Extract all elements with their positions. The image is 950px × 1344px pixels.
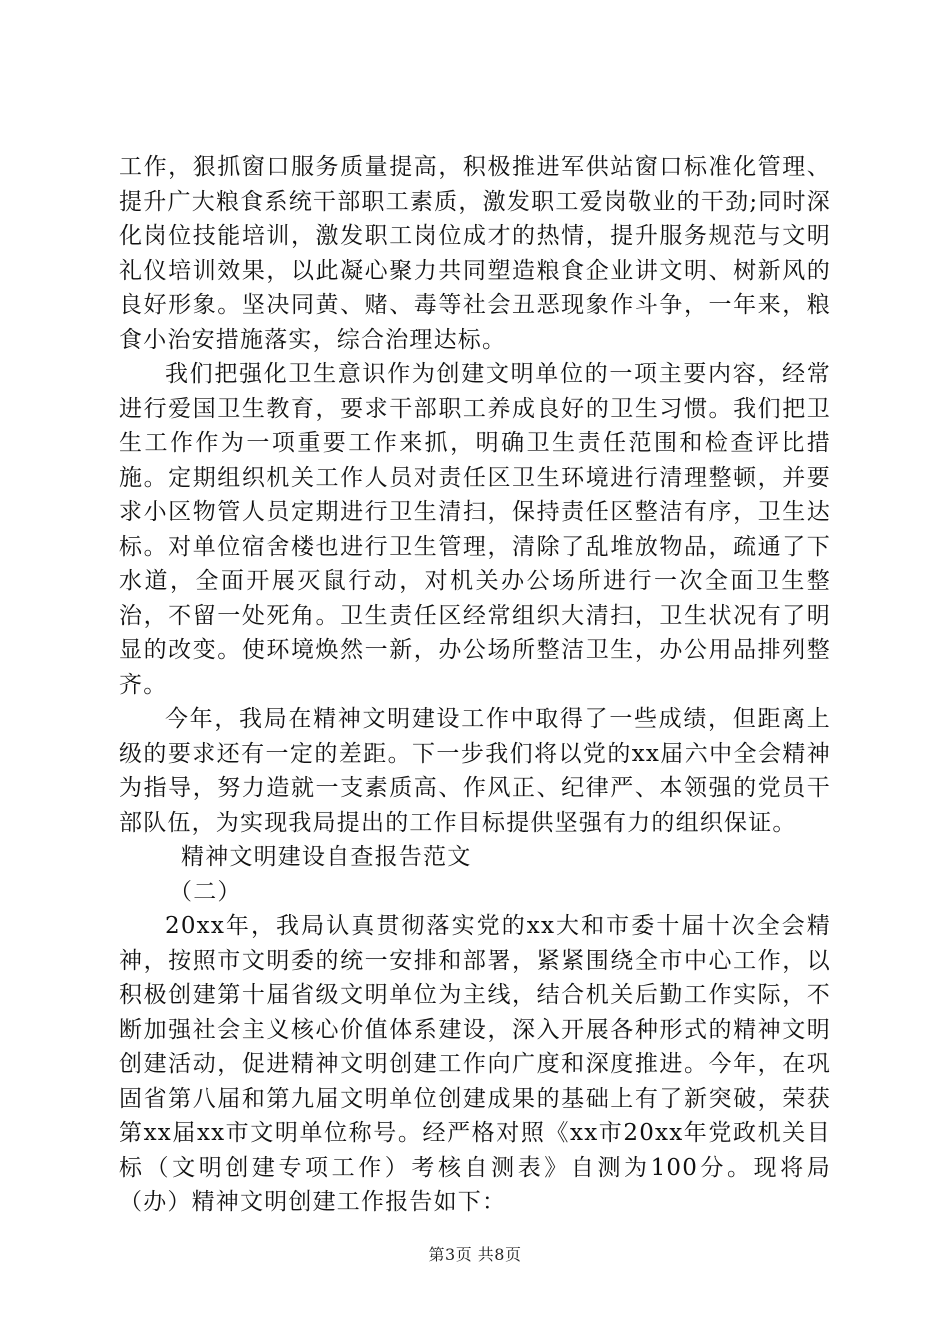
page-number: 第3页 共8页 [428, 1245, 522, 1264]
section-heading: 精神文明建设自查报告范文 [181, 844, 472, 870]
page-footer [0, 1242, 950, 1265]
paragraph-public-security: 工作，狠抓窗口服务质量提高，积极推进军供站窗口标准化管理、提升广大粮食系统干部职工素质，激发职工爱岗敬业的干劲;同时深化岗位技能培训，激发职工岗位成才的热情，提升服务规范与文明礼仪培训效果，以此凝心聚力共同塑造粮食企业讲文明、树新风的良好形象。坚决同黄、赌、毒等社会丑恶现象作斗争，一年来，粮食小治安措施落实，综合治理达标。 [119, 154, 831, 353]
document-body [119, 150, 831, 1220]
paragraph-summary: 今年，我局在精神文明建设工作中取得了一些成绩，但距离上级的要求还有一定的差距。下一步我们将以党的xx届六中全会精神为指导，努力造就一支素质高、作风正、纪律严、本领强的党员干部队伍，为实现我局提出的工作目标提供坚强有力的组织保证。 [119, 706, 831, 836]
section-number: （二） [169, 878, 242, 905]
paragraph-report-intro: 20xx年，我局认真贯彻落实党的xx大和市委十届十次全会精神，按照市文明委的统一安排和部署，紧紧围绕全市中心工作，以积极创建第十届省级文明单位为主线，结合机关后勤工作实际，不断加强社会主义核心价值体系建设，深入开展各种形式的精神文明创建活动，促进精神文明创建工作向广度和深度推进。今年，在巩固省第八届和第九届文明单位创建成果的基础上有了新突破，荣获第xx届xx市文明单位称号。经严格对照《xx市20xx年党政机关目标（文明创建专项工作）考核自测表》自测为100分。现将局（办）精神文明创建工作报告如下： [119, 913, 831, 1215]
paragraph-hygiene: 我们把强化卫生意识作为创建文明单位的一项主要内容，经常进行爱国卫生教育，要求干部职工养成良好的卫生习惯。我们把卫生工作作为一项重要工作来抓，明确卫生责任范围和检查评比措施。定期组织机关工作人员对责任区卫生环境进行清理整顿，并要求小区物管人员定期进行卫生清扫，保持责任区整洁有序，卫生达标。对单位宿舍楼也进行卫生管理，清除了乱堆放物品，疏通了下水道，全面开展灭鼠行动，对机关办公场所进行一次全面卫生整治，不留一处死角。卫生责任区经常组织大清扫，卫生状况有了明显的改变。使环境焕然一新，办公场所整洁卫生，办公用品排列整齐。 [119, 361, 831, 698]
